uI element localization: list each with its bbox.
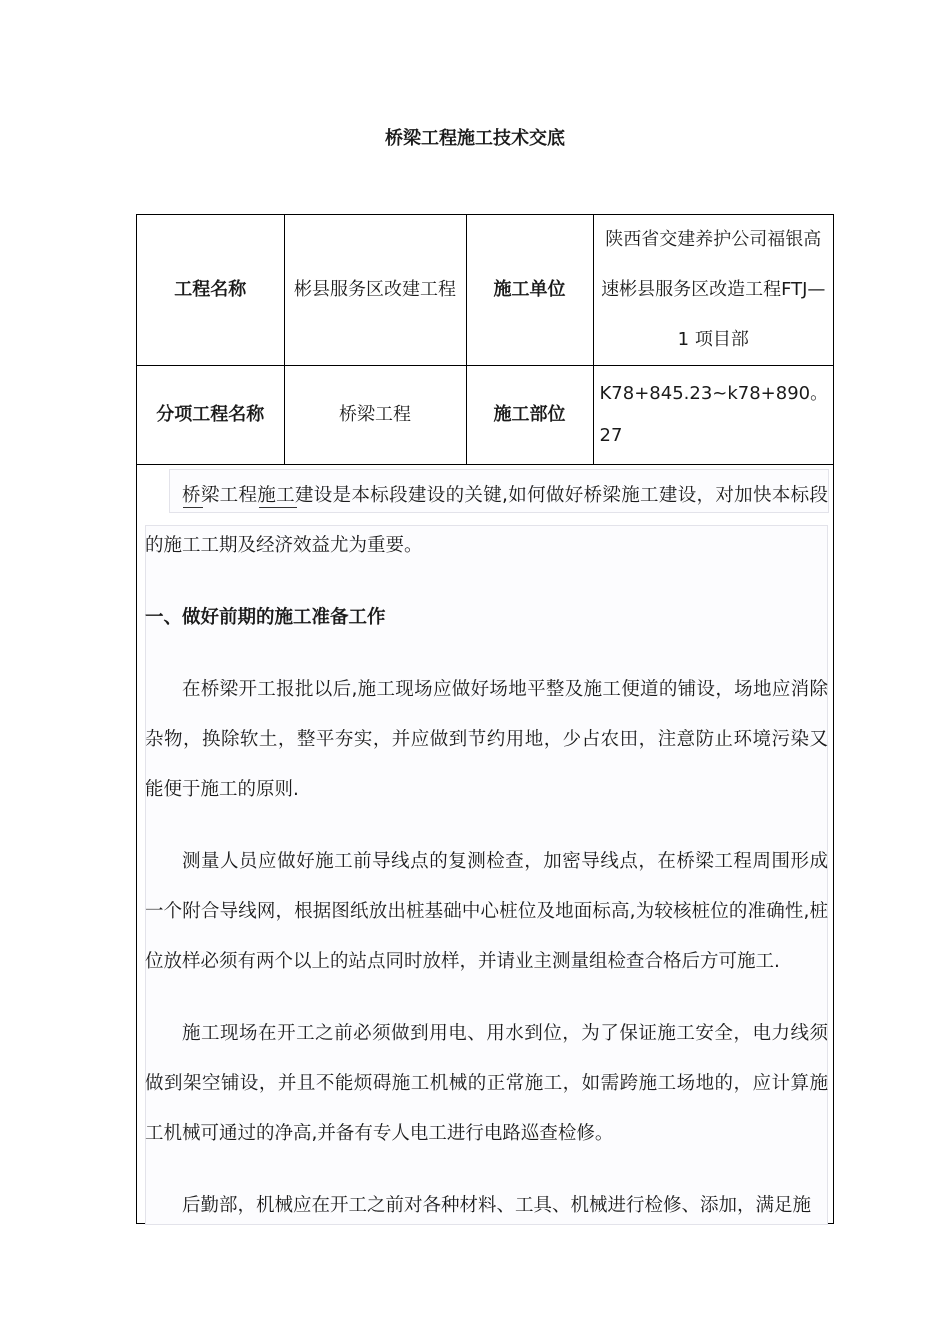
content-body <box>145 471 828 1253</box>
location-value: K78+845.23~k78+890。27 <box>593 366 833 465</box>
contractor-label: 施工单位 <box>466 215 593 366</box>
info-row-project <box>137 215 833 366</box>
document-frame <box>136 214 834 1224</box>
info-table <box>137 215 833 465</box>
sub-project-label: 分项工程名称 <box>137 366 284 465</box>
paragraph-3: 施工现场在开工之前必须做到用电、用水到位，为了保证施工安全，电力线须做到架空铺设，并且不能烦碍施工机械的正常施工，如需跨施工场地的，应计算施工机械可通过的净高,并备有专人电工进行电路巡查检修。 <box>145 1023 828 1144</box>
info-row-subproject <box>137 366 833 465</box>
section1-heading: 一、做好前期的施工准备工作 <box>145 607 386 628</box>
paragraph-4: 后勤部，机械应在开工之前对各种材料、工具、机械进行检修、添加，满足施 <box>182 1195 812 1216</box>
contractor-value: 陕西省交建养护公司福银高速彬县服务区改造工程FTJ—1 项目部 <box>593 215 833 366</box>
page-title: 桥梁工程施工技术交底 <box>385 128 565 149</box>
project-name-label: 工程名称 <box>137 215 284 366</box>
project-name-value: 彬县服务区改建工程 <box>284 215 466 366</box>
sub-project-value: 桥梁工程 <box>284 366 466 465</box>
intro-paragraph: 桥梁工程施工建设是本标段建设的关键,如何做好桥梁施工建设，对加快本标段的施工工期及经济效益尤为重要。 <box>145 485 828 556</box>
paragraph-1: 在桥梁开工报批以后,施工现场应做好场地平整及施工便道的铺设，场地应消除杂物，换除软土，整平夯实，并应做到节约用地，少占农田，注意防止环境污染又能便于施工的原则. <box>145 679 828 800</box>
location-label: 施工部位 <box>466 366 593 465</box>
paragraph-2: 测量人员应做好施工前导线点的复测检查，加密导线点，在桥梁工程周围形成一个附合导线网，根据图纸放出桩基础中心桩位及地面标高,为较核桩位的准确性,桩位放样必须有两个以上的站点同时放样，并请业主测量组检查合格后方可施工. <box>145 851 828 972</box>
